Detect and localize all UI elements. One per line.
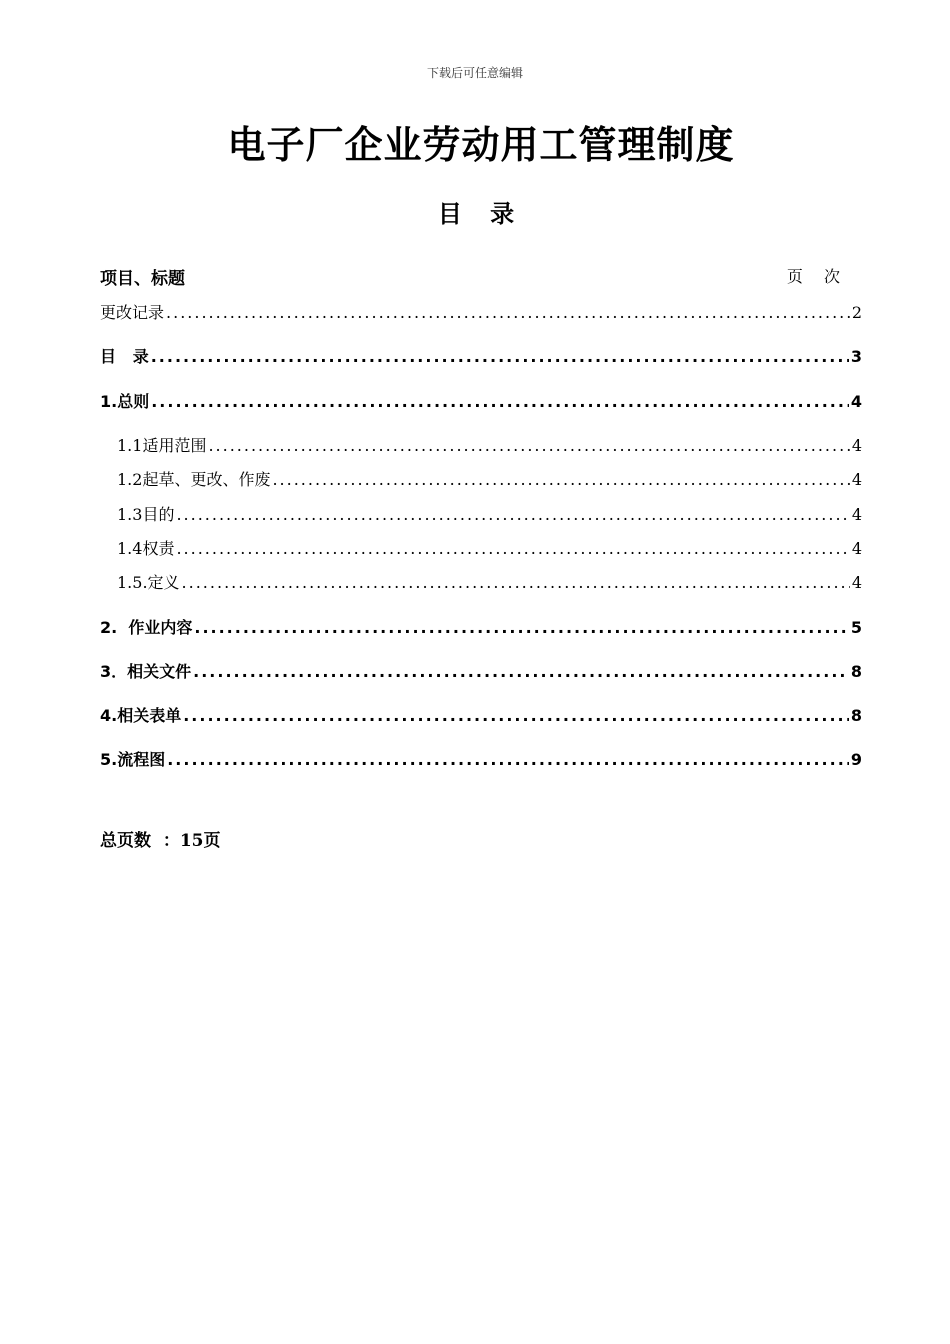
toc-entry-page: 5 xyxy=(850,618,862,637)
dot-leader xyxy=(151,392,849,411)
dot-leader xyxy=(194,618,849,637)
toc-entry-purpose[interactable] xyxy=(117,502,862,526)
toc-entry-label: 1.4权责 xyxy=(117,539,175,558)
dot-leader xyxy=(151,347,849,366)
dot-leader xyxy=(193,662,849,681)
dot-leader xyxy=(176,505,849,524)
total-pages-value: 15页 xyxy=(179,831,221,851)
toc-header-page-column: 页 次 xyxy=(786,267,848,286)
toc-entry-page: 4 xyxy=(851,505,862,524)
toc-header-item-column: 项目、标题 xyxy=(100,269,185,289)
toc-entry-label: 5.流程图 xyxy=(100,750,166,769)
toc-entry-page: 8 xyxy=(850,706,862,725)
dot-leader xyxy=(167,750,849,769)
toc-entry-label: 4.相关表单 xyxy=(100,706,182,725)
toc-entry-page: 8 xyxy=(850,662,862,681)
toc-entry-flowchart[interactable] xyxy=(100,747,862,771)
toc-entry-general[interactable] xyxy=(100,389,862,413)
toc-entry-label: 1.2起草、更改、作废 xyxy=(117,470,271,489)
toc-entry-label: 1.5.定义 xyxy=(117,573,180,592)
document-title: 电子厂企业劳动用工管理制度 xyxy=(227,123,735,167)
toc-entry-change-log[interactable] xyxy=(100,300,862,324)
toc-entry-definitions[interactable] xyxy=(117,570,862,594)
dot-leader xyxy=(272,470,849,489)
toc-entry-scope[interactable] xyxy=(117,433,862,457)
header-note: 下载后可任意编辑 xyxy=(426,66,523,80)
total-pages-label: 总页数 ： xyxy=(100,831,180,851)
toc-entry-related-forms[interactable] xyxy=(100,703,862,727)
dot-leader xyxy=(208,436,849,455)
total-pages xyxy=(100,826,221,851)
toc-entry-page: 3 xyxy=(850,347,862,366)
toc-entry-page: 4 xyxy=(850,392,862,411)
toc-entry-label: 3．相关文件 xyxy=(100,662,192,681)
toc-entry-page: 4 xyxy=(851,539,862,558)
toc-entry-label: 1.1适用范围 xyxy=(117,436,207,455)
toc-entry-contents[interactable] xyxy=(100,344,862,368)
toc-entry-drafting[interactable] xyxy=(117,467,862,491)
toc-entry-label: 2. 作业内容 xyxy=(100,618,193,637)
dot-leader xyxy=(183,706,849,725)
toc-entry-page: 2 xyxy=(851,303,862,322)
toc-entry-work-content[interactable] xyxy=(100,615,862,639)
toc-entry-label: 1.3目的 xyxy=(117,505,175,524)
toc-entry-related-documents[interactable] xyxy=(100,659,862,683)
toc-entry-label: 更改记录 xyxy=(100,303,165,322)
dot-leader xyxy=(182,573,850,592)
toc-entry-page: 4 xyxy=(851,573,862,592)
toc-entry-label: 目 录 xyxy=(100,347,149,366)
toc-entry-responsibilities[interactable] xyxy=(117,536,862,560)
toc-title: 目 录 xyxy=(437,200,525,228)
dot-leader xyxy=(166,303,850,322)
toc-entry-page: 4 xyxy=(851,470,862,489)
toc-entry-label: 1.总则 xyxy=(100,392,150,411)
toc-entry-page: 9 xyxy=(850,750,862,769)
dot-leader xyxy=(176,539,849,558)
toc-entry-page: 4 xyxy=(851,436,862,455)
